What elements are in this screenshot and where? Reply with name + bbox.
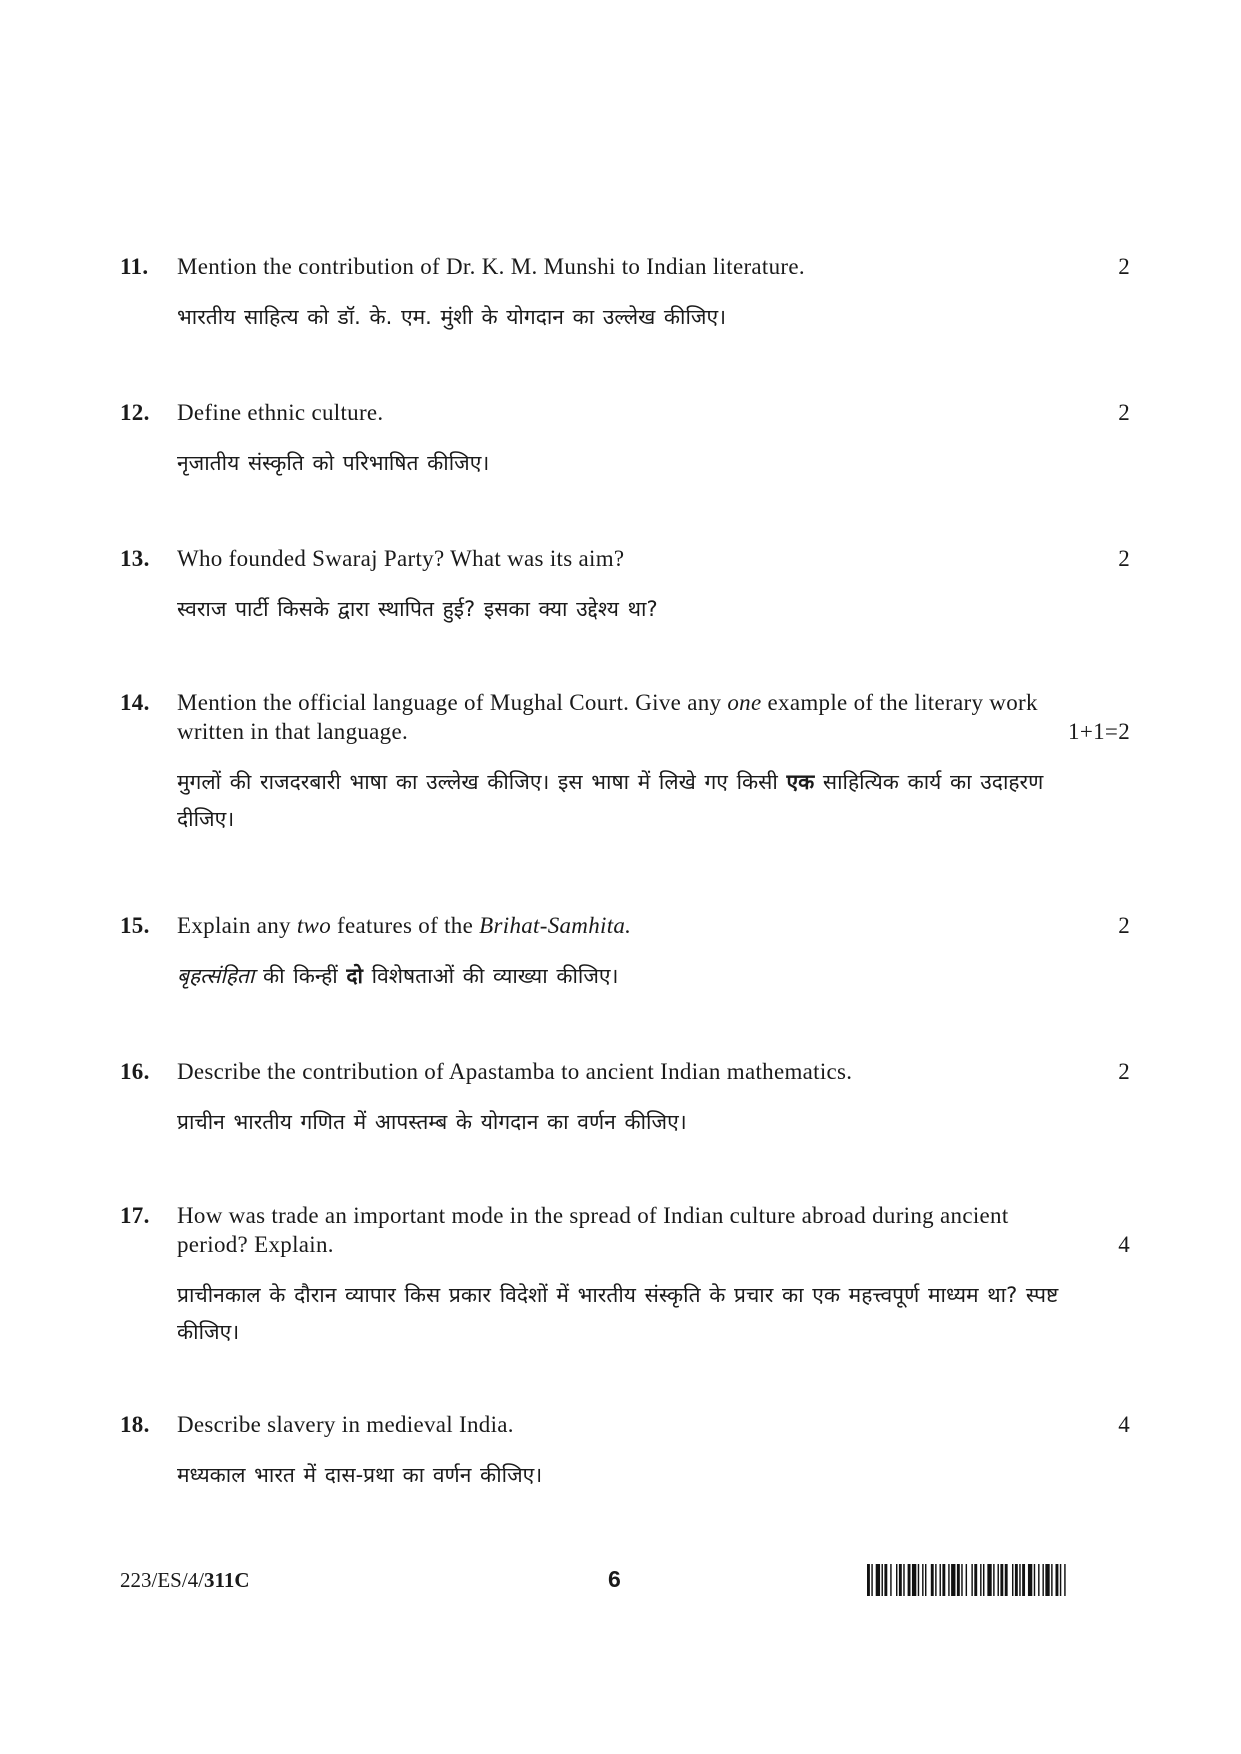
question-marks: 2	[1118, 400, 1130, 425]
question-13	[120, 544, 1130, 628]
barcode-bar	[1012, 1564, 1013, 1596]
barcode-bar	[908, 1564, 911, 1596]
question-number: 17.	[120, 1203, 150, 1228]
paper-code-suffix: 311C	[204, 1568, 250, 1592]
question-english	[120, 911, 1130, 940]
italic-title: Brihat-Samhita.	[479, 913, 632, 938]
question-marks: 2	[1118, 913, 1130, 938]
barcode-bar	[966, 1564, 967, 1596]
barcode-bar	[882, 1564, 883, 1596]
barcode-bar	[1015, 1564, 1018, 1596]
barcode-bar	[1019, 1564, 1020, 1596]
question-hindi: प्राचीनकाल के दौरान व्यापार किस प्रकार विदेशों में भारतीय संस्कृति के प्रचार का एक महत्त्वपूर्ण माध्यम था? स्पष्ट कीजिए।	[177, 1283, 1059, 1344]
question-hindi: मध्यकाल भारत में दास-प्रथा का वर्णन कीजिए।	[177, 1463, 543, 1487]
paper-code	[120, 1568, 250, 1593]
barcode-bar	[1000, 1564, 1003, 1596]
question-text	[177, 911, 1070, 940]
page-number: 6	[608, 1566, 621, 1592]
text-segment: की किन्हीं	[254, 964, 347, 988]
question-18	[120, 1410, 1130, 1494]
question-english	[120, 544, 1130, 573]
barcode-bar	[1051, 1564, 1052, 1596]
paper-code-prefix: 223/ES/4/	[120, 1568, 205, 1592]
barcode-bar	[1064, 1564, 1065, 1596]
bold-emphasis: एक	[786, 770, 815, 794]
question-number: 13.	[120, 546, 150, 571]
question-hindi: भारतीय साहित्य को डॉ. के. एम. मुंशी के योगदान का उल्लेख कीजिए।	[177, 305, 727, 329]
bold-emphasis: दो	[346, 964, 363, 988]
barcode-bar	[948, 1564, 949, 1596]
question-hindi: नृजातीय संस्कृति को परिभाषित कीजिए।	[177, 451, 490, 475]
barcode-bar	[961, 1564, 962, 1596]
barcode-bar	[1022, 1564, 1025, 1596]
barcode-image	[867, 1564, 1129, 1596]
barcode-bar	[951, 1564, 955, 1596]
barcode-bar	[1045, 1564, 1049, 1596]
barcode-bar	[957, 1564, 960, 1596]
question-16	[120, 1057, 1130, 1141]
question-marks: 2	[1118, 546, 1130, 571]
barcode-bar	[1038, 1564, 1039, 1596]
question-number: 16.	[120, 1059, 150, 1084]
barcode-bar	[871, 1564, 872, 1596]
barcode-bar	[1005, 1564, 1008, 1596]
question-marks: 4	[1118, 1412, 1130, 1437]
question-english	[120, 1057, 1130, 1086]
question-15	[120, 911, 1130, 995]
question-hindi: प्राचीन भारतीय गणित में आपस्तम्ब के योगदान का वर्णन कीजिए।	[177, 1110, 687, 1134]
barcode-bar	[993, 1564, 994, 1596]
barcode-bar	[925, 1564, 926, 1596]
barcode-bar	[974, 1564, 977, 1596]
barcode-bar	[876, 1564, 880, 1596]
question-number: 15.	[120, 913, 150, 938]
text-segment: विशेषताओं की व्याख्या कीजिए।	[362, 964, 619, 988]
question-number: 12.	[120, 400, 150, 425]
barcode-bar	[1060, 1564, 1061, 1596]
barcode-bar	[987, 1564, 991, 1596]
text-segment: साहित्यिक कार्य का उदाहरण दीजिए।	[177, 770, 1044, 831]
barcode-bar	[899, 1564, 902, 1596]
question-english	[120, 688, 1130, 746]
barcode-bar	[1042, 1564, 1043, 1596]
barcode-bar	[1056, 1564, 1059, 1596]
question-text: Describe the contribution of Apastamba to ancient Indian mathematics.	[177, 1059, 853, 1084]
italic-emphasis: one	[727, 690, 762, 715]
barcode-bar	[931, 1564, 934, 1596]
question-english	[120, 252, 1130, 281]
question-hindi	[177, 958, 1080, 995]
barcode-bar	[912, 1564, 916, 1596]
barcode-bar	[884, 1564, 887, 1596]
question-text: Who founded Swaraj Party? What was its aim?	[177, 546, 625, 571]
text-segment: Mention the official language of Mughal Court. Give any	[177, 690, 728, 715]
text-segment: features of the	[331, 913, 480, 938]
question-marks: 1+1=2	[1068, 719, 1130, 744]
question-17	[120, 1201, 1130, 1351]
question-text	[177, 688, 1070, 746]
barcode-bar	[935, 1564, 936, 1596]
barcode-bar	[940, 1564, 941, 1596]
text-segment: मुगलों की राजदरबारी भाषा का उल्लेख कीजिए। इस भाषा में लिखे गए किसी	[177, 770, 787, 794]
barcode-bar	[980, 1564, 981, 1596]
barcode-bar	[867, 1564, 870, 1596]
barcode-bar	[922, 1564, 923, 1596]
question-english	[120, 1201, 1130, 1259]
italic-emphasis: two	[296, 913, 331, 938]
question-11	[120, 252, 1130, 336]
barcode-bar	[1034, 1564, 1035, 1596]
question-number: 11.	[120, 254, 149, 279]
barcode-bar	[918, 1564, 919, 1596]
question-english	[120, 1410, 1130, 1439]
question-english	[120, 398, 1130, 427]
italic-title: बृहत्संहिता	[177, 964, 255, 988]
barcode-bar	[998, 1564, 999, 1596]
question-marks: 2	[1118, 1059, 1130, 1084]
barcode-bar	[896, 1564, 897, 1596]
text-segment: Explain any	[177, 913, 297, 938]
question-14	[120, 688, 1130, 838]
barcode-bar	[971, 1564, 972, 1596]
question-text: Define ethnic culture.	[177, 400, 384, 425]
question-text: How was trade an important mode in the spread of Indian culture abroad during ancient period? Explain.	[177, 1203, 1009, 1257]
barcode-bar	[983, 1564, 984, 1596]
barcode-bar	[942, 1564, 945, 1596]
text-segment: example of the literary work written in that language.	[177, 690, 1038, 744]
question-number: 14.	[120, 690, 150, 715]
question-text: Describe slavery in medieval India.	[177, 1412, 514, 1437]
question-hindi	[177, 764, 1080, 838]
question-text: Mention the contribution of Dr. K. M. Munshi to Indian literature.	[177, 254, 805, 279]
question-number: 18.	[120, 1412, 150, 1437]
question-marks: 4	[1118, 1232, 1130, 1257]
question-12	[120, 398, 1130, 482]
question-hindi: स्वराज पार्टी किसके द्वारा स्थापित हुई? इसका क्या उद्देश्य था?	[177, 597, 658, 621]
question-marks: 2	[1118, 254, 1130, 279]
barcode-bar	[1028, 1564, 1032, 1596]
barcode-bar	[903, 1564, 904, 1596]
barcode-bar	[890, 1564, 891, 1596]
